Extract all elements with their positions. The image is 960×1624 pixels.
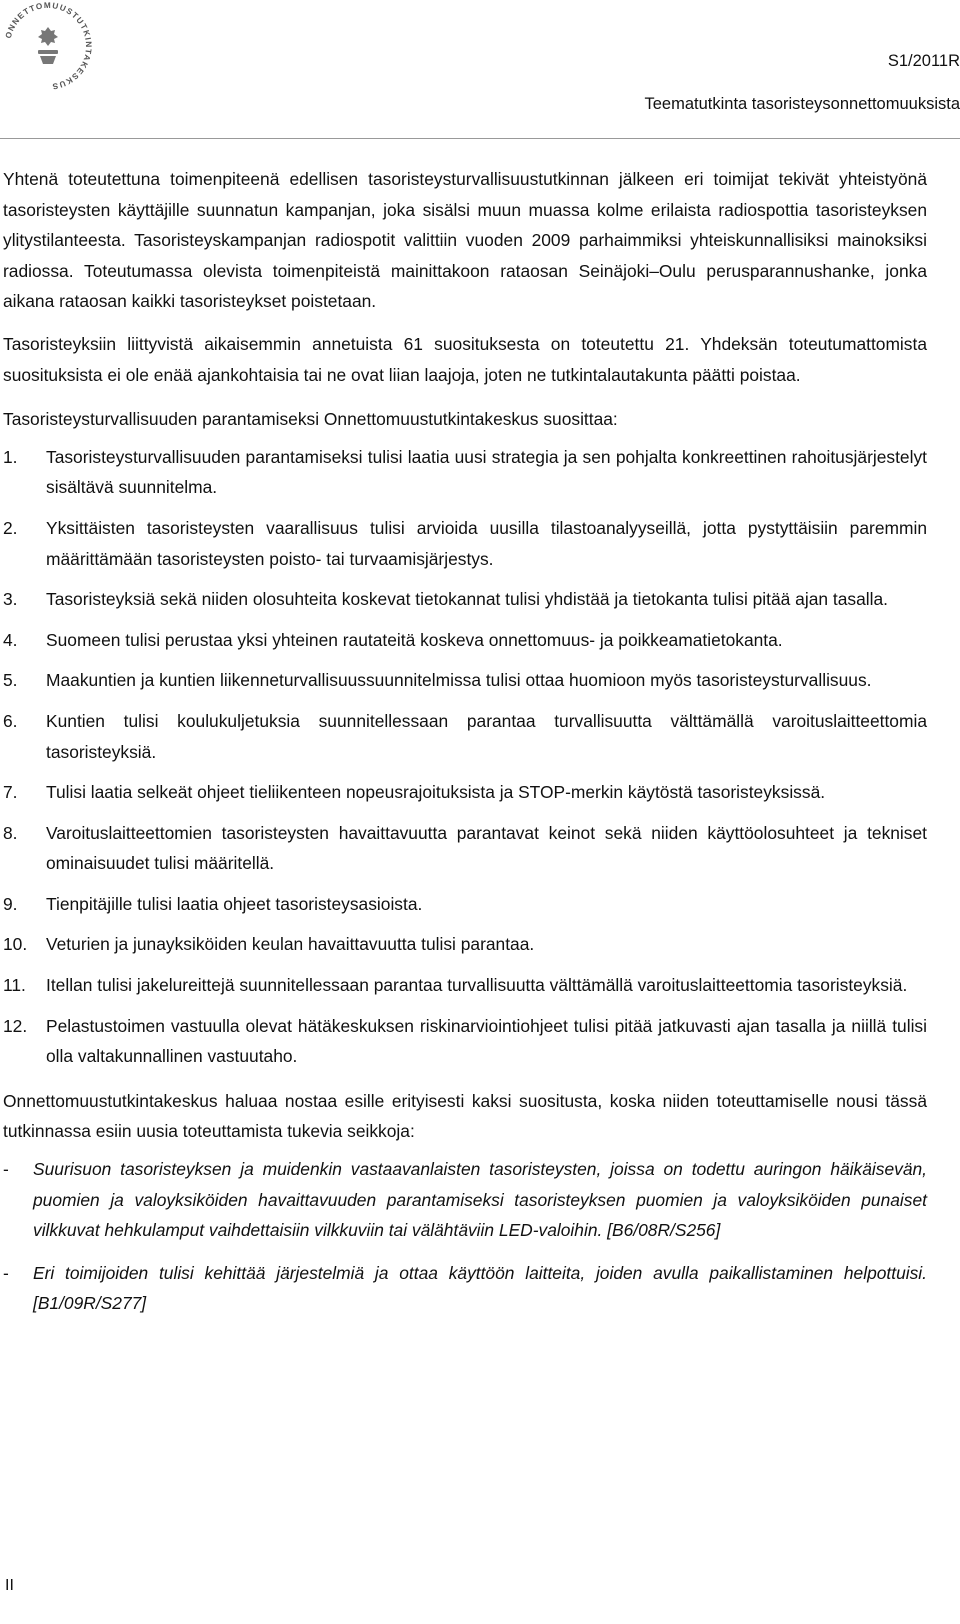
recommendation-item: [3, 818, 927, 879]
highlighted-recommendation-item: [3, 1154, 927, 1246]
report-subtitle: Teematutkinta tasoristeysonnettomuuksista: [644, 95, 960, 113]
recommendation-text: Veturien ja junayksiköiden keulan havaittavuutta tulisi parantaa.: [46, 934, 535, 955]
recommendation-item: [3, 665, 927, 696]
recommendation-number: 8.: [3, 822, 18, 843]
recommendation-text: Tasoristeyksiä sekä niiden olosuhteita koskevat tietokannat tulisi yhdistää ja tietokanta tulisi pitää ajan tasalla.: [46, 589, 888, 610]
dash-marker: -: [3, 1262, 9, 1283]
recommendation-number: 7.: [3, 782, 18, 803]
recommendation-text: Itellan tulisi jakelureittejä suunnitellessaan parantaa turvallisuutta välttämällä varoituslaitteettomia tasoristeyksiä.: [46, 975, 908, 996]
report-code: S1/2011R: [887, 52, 960, 70]
recommendation-number: 4.: [3, 629, 18, 650]
accident-investigation-board-logo: [2, 0, 94, 92]
page-content: [3, 164, 927, 1319]
page-number: II: [5, 1577, 14, 1594]
recommendation-item: [3, 1011, 927, 1072]
recommendation-item: [3, 970, 927, 1001]
recommendation-text: Kuntien tulisi koulukuljetuksia suunnitellessaan parantaa turvallisuutta välttämällä varoituslaitteettomia tasoristeyksiä.: [46, 710, 927, 762]
highlighted-recommendation-text: Eri toimijoiden tulisi kehittää järjestelmiä ja ottaa käyttöön laitteita, joiden avulla paikallistaminen helpottuisi. [B1/09R/S277]: [33, 1262, 927, 1314]
recommendation-text: Tasoristeysturvallisuuden parantamiseksi tulisi laatia uusi strategia ja sen pohjalta konkreettinen rahoitusjärjestelyt sisältävä suunnitelma.: [46, 446, 927, 498]
recommendation-number: 11.: [3, 975, 26, 996]
header-divider: [0, 138, 960, 139]
highlighted-recommendations-list: [3, 1154, 927, 1319]
highlighted-recommendation-text: Suurisuon tasoristeyksen ja muidenkin vastaavanlaisten tasoristeysten, joissa on todettu auringon häikäisevän, puomien ja valoyksiköiden havaittavuuden parantamiseksi tasoristeyksen puomien ja valoyksiköiden punaiset vilkkuvat hehkulamput vaihdettaisiin vilkkuviin tai välähtäviin LED-valoihin. [B6/08R/S256]: [33, 1159, 927, 1241]
recommendation-item: [3, 625, 927, 656]
recommendation-text: Varoituslaitteettomien tasoristeysten havaittavuutta parantavat keinot sekä niiden käyttöolosuhteet ja tekniset ominaisuudet tulisi määritellä.: [46, 822, 927, 874]
recommendation-number: 10.: [3, 934, 28, 955]
recommendation-item: [3, 706, 927, 767]
recommendation-number: 6.: [3, 710, 18, 731]
recommendation-number: 9.: [3, 893, 18, 914]
recommendation-item: [3, 584, 927, 615]
paragraph-highlighted-intro: Onnettomuustutkintakeskus haluaa nostaa esille erityisesti kaksi suositusta, koska niiden toteuttamiselle nousi tässä tutkinnassa esiin uusia toteuttamista tukevia seikkoja:: [3, 1090, 927, 1142]
paragraph-previous-recommendations: Tasoristeyksiin liittyvistä aikaisemmin annetuista 61 suosituksesta on toteutettu 21. Yhdeksän toteutumattomista suosituksista ei ole enää ajankohtaisia tai ne ovat liian laajoja, joten ne tutkintalautakunta päätti poistaa.: [3, 333, 927, 385]
recommendations-list: [3, 442, 927, 1072]
recommendation-text: Pelastustoimen vastuulla olevat hätäkeskuksen riskinarviointiohjeet tulisi pitää jatkuvasti ajan tasalla ja niillä tulisi olla valtakunnallinen vastuutaho.: [46, 1015, 927, 1067]
paragraph-recommendations-intro: Tasoristeysturvallisuuden parantamiseksi Onnettomuustutkintakeskus suosittaa:: [3, 409, 618, 430]
paragraph-implemented-measures: Yhtenä toteutettuna toimenpiteenä edellisen tasoristeysturvallisuustutkinnan jälkeen eri toimijat tekivät yhteistyönä tasoristeysten käyttäjille suunnatun kampanjan, joka sisälsi muun muassa kolme erilaista radiospottia tasoristeyksen ylitystilanteesta. Tasoristeyskampanjan radiospotit valittiin vuoden 2009 parhaimmiksi yhteiskunnallisiksi mainoksiksi radiossa. Toteutumassa olevista toimenpiteistä mainittakoon rataosan Seinäjoki–Oulu perusparannushanke, jonka aikana rataosan kaikki tasoristeykset poistetaan.: [3, 169, 927, 312]
recommendation-item: [3, 513, 927, 574]
recommendation-text: Suomeen tulisi perustaa yksi yhteinen rautateitä koskeva onnettomuus- ja poikkeamatietokanta.: [46, 629, 783, 650]
highlighted-recommendation-item: [3, 1258, 927, 1319]
recommendation-text: Tienpitäjille tulisi laatia ohjeet tasoristeysasioista.: [46, 893, 423, 914]
recommendation-number: 1.: [3, 446, 18, 467]
recommendation-number: 3.: [3, 589, 18, 610]
recommendation-text: Maakuntien ja kuntien liikenneturvallisuussuunnitelmissa tulisi ottaa huomioon myös tasoristeysturvallisuus.: [46, 670, 872, 691]
recommendation-item: [3, 929, 927, 960]
recommendation-item: [3, 889, 927, 920]
svg-text:ONNETTOMUUSTUTKINTAKESKUS: ONNETTOMUUSTUTKINTAKESKUS: [3, 0, 94, 91]
recommendation-number: 5.: [3, 670, 18, 691]
recommendation-number: 12.: [3, 1015, 28, 1036]
recommendation-number: 2.: [3, 517, 18, 538]
recommendation-text: Yksittäisten tasoristeysten vaarallisuus tulisi arvioida uusilla tilastoanalyyseillä, jotta pystyttäisiin paremmin määrittämään tasoristeysten poisto- tai turvaamisjärjestys.: [46, 517, 927, 569]
dash-marker: -: [3, 1159, 9, 1180]
recommendation-text: Tulisi laatia selkeät ohjeet tieliikenteen nopeusrajoituksista ja STOP-merkin käytöstä tasoristeyksissä.: [46, 782, 826, 803]
recommendation-item: [3, 777, 927, 808]
recommendation-item: [3, 442, 927, 503]
